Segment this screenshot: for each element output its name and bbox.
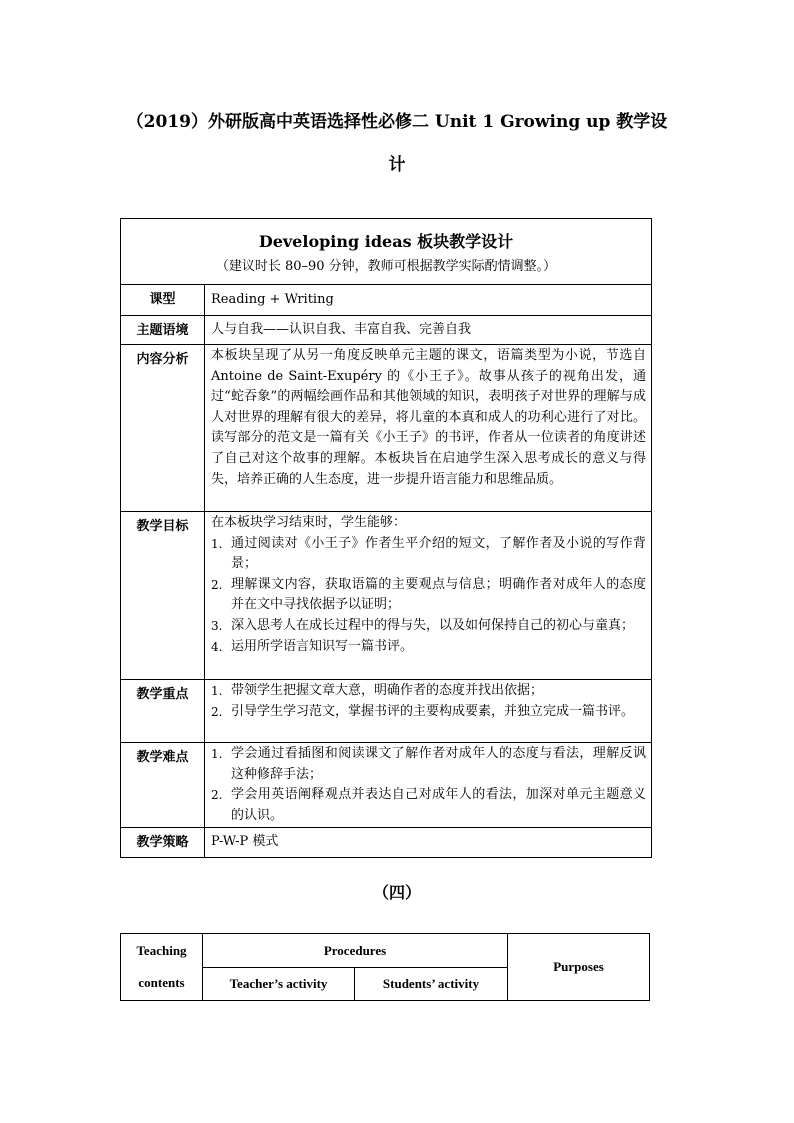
key-points-list	[211, 681, 646, 722]
difficult-points-list	[211, 744, 646, 826]
row-label-content-analysis: 内容分析	[121, 345, 205, 512]
row-label-teaching-strategy: 教学策略	[121, 828, 205, 858]
lesson-plan-header	[121, 219, 652, 285]
row-label-lesson-type: 课型	[121, 285, 205, 316]
row-label-teaching-objectives: 教学目标	[121, 512, 205, 680]
content-analysis-text: 本板块呈现了从另一角度反映单元主题的课文，语篇类型为小说，节选自 Antoine de Saint-Exupéry 的《小王子》。故事从孩子的视角出发，通过“蛇吞象”的两幅绘画作品和其他领域的知识，表明孩子对世界的理解与成人对世界的理解有很大的差异，将儿童的本真和成人的功利心进行了对比。读写部分的范文是一篇有关《小王子》的书评，作者从一位读者的角度讲述了自己对这个故事的理解。本板块旨在启迪学生深入思考成长的意义与得失，培养正确的人生态度，进一步提升语言能力和思维品质。	[211, 348, 647, 487]
difficult-points-cell	[205, 743, 652, 828]
lesson-plan-heading: Developing ideas 板块教学设计	[258, 232, 514, 251]
list-item: 1. 学会通过看插图和阅读课文了解作者对成年人的态度与看法，理解反讽这种修辞手法；	[211, 746, 647, 782]
list-item: 2. 引导学生学习范文，掌握书评的主要构成要素，并独立完成一篇书评。	[211, 703, 635, 719]
lesson-type-value: Reading + Writing	[205, 285, 652, 316]
document-title-line-2: 计	[388, 155, 406, 175]
teaching-strategy-value: P-W-P 模式	[205, 828, 652, 858]
list-item: 4. 运用所学语言知识写一篇书评。	[211, 638, 414, 654]
teacher-activity-header: Teacher’s activity	[203, 968, 355, 1001]
lesson-plan-note: （建议时长 80–90 分钟，教师可根据教学实际酌情调整。）	[215, 259, 557, 274]
list-item: 3. 深入思考人在成长过程中的得与失，以及如何保持自己的初心与童真；	[211, 617, 635, 633]
objectives-intro: 在本板块学习结束时，学生能够：	[211, 515, 407, 530]
students-activity-header: Students’ activity	[355, 968, 508, 1001]
key-points-cell	[205, 680, 652, 743]
content-analysis-cell	[205, 345, 652, 512]
objectives-list	[211, 534, 646, 658]
lesson-plan-table	[120, 218, 652, 858]
theme-context-value: 人与自我——认识自我、丰富自我、完善自我	[205, 316, 652, 345]
document-title-line-1: （2019）外研版高中英语选择性必修二 Unit 1 Growing up 教学设	[126, 112, 668, 132]
list-item: 2. 理解课文内容，获取语篇的主要观点与信息；明确作者对成年人的态度并在文中寻找依据予以证明；	[211, 576, 647, 613]
row-label-difficult-points: 教学难点	[121, 743, 205, 828]
procedure-table	[120, 933, 650, 1001]
row-label-key-points: 教学重点	[121, 680, 205, 743]
list-item: 2. 学会用英语阐释观点并表达自己对成年人的看法，加深对单元主题意义的认识。	[211, 787, 647, 823]
teaching-contents-header: Teaching contents	[121, 934, 203, 1001]
section-label: （四）	[372, 883, 421, 902]
list-item: 1. 带领学生把握文章大意，明确作者的态度并找出依据；	[211, 683, 544, 698]
row-label-theme-context: 主题语境	[121, 316, 205, 345]
procedures-header: Procedures	[203, 934, 508, 968]
list-item: 1. 通过阅读对《小王子》作者生平介绍的短文，了解作者及小说的写作背景；	[211, 535, 647, 572]
teaching-objectives-cell	[205, 512, 652, 680]
purposes-header: Purposes	[508, 934, 650, 1001]
